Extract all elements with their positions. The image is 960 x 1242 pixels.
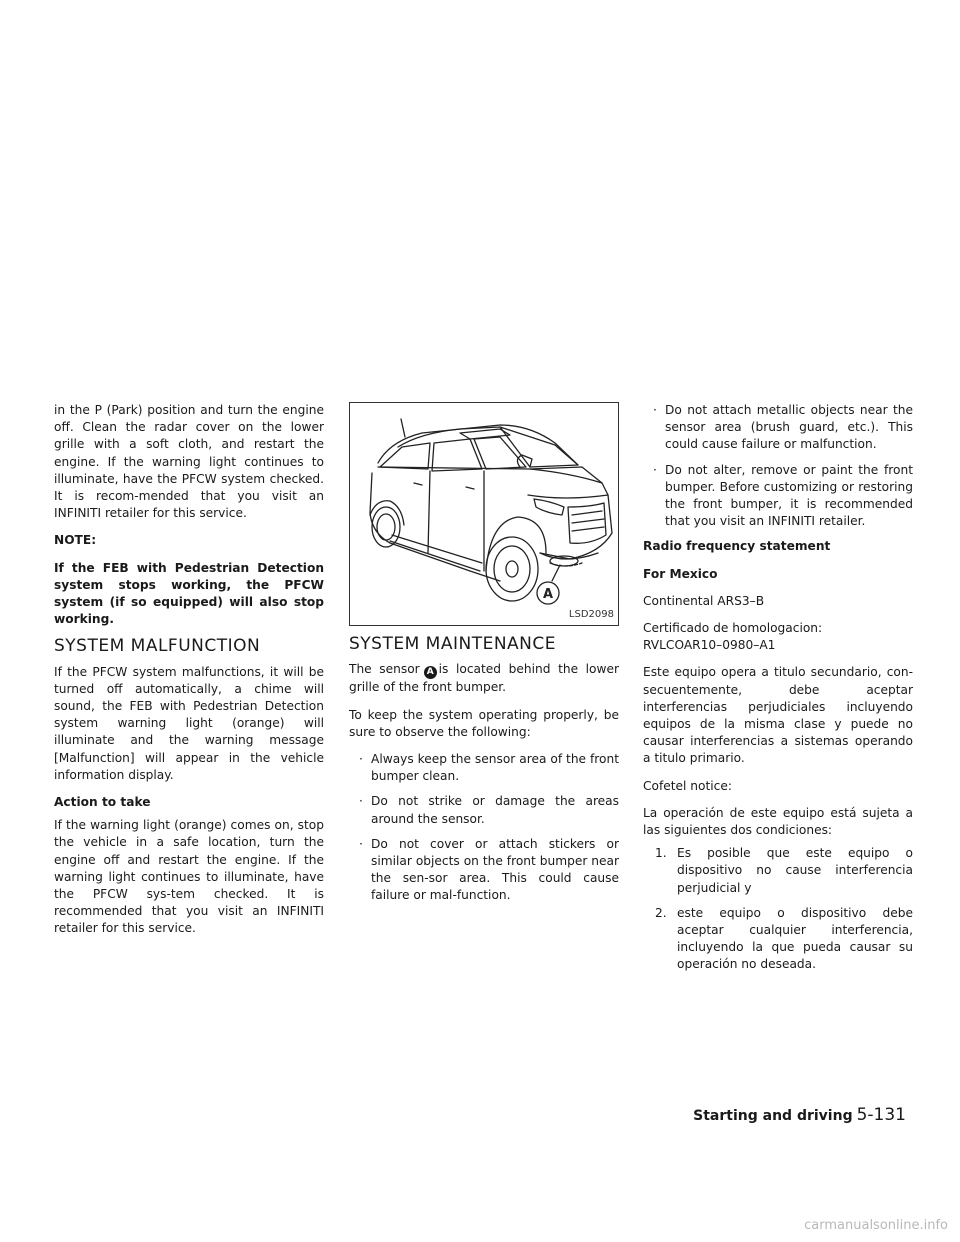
action-heading: Action to take	[54, 795, 151, 810]
maintenance-bullet-list	[349, 751, 619, 905]
cofetel-notice: Cofetel notice:	[643, 778, 732, 793]
list-item: · Do not strike or damage the areas around the sensor.	[359, 794, 619, 826]
continental-model: Continental ARS3–B	[643, 593, 765, 608]
sensor-marker-a: A	[424, 666, 437, 679]
observe-paragraph: To keep the system operating properly, be sure to observe the following:	[349, 707, 619, 739]
bullet-marker: ·	[653, 462, 657, 477]
right-column	[643, 402, 913, 982]
spanish-paragraph: Este equipo opera a titulo secundario, con-secuentemente, debe aceptar interferencias perjudiciales incluyendo equipos de la misma clase y puede no causar interferencias a sistemas operando a titulo primario.	[643, 665, 913, 766]
maintenance-bullet-list-continued	[643, 402, 913, 530]
figure-callout-a: A	[542, 587, 554, 602]
malfunction-text: If the PFCW system malfunctions, it will be turned off automatically, a chime will sound, the FEB with Pedestrian Detection system warning light (orange) will illuminate and the warning message [Malfunction] will appear in the vehicle information display.	[54, 664, 324, 782]
figure-code: LSD2098	[568, 608, 614, 620]
mexico-heading: For Mexico	[643, 566, 718, 581]
middle-column	[349, 402, 619, 913]
page-number: 5-131	[856, 1105, 906, 1125]
bullet-marker: ·	[359, 836, 363, 851]
note-text: If the FEB with Pedestrian Detection system stops working, the PFCW system (if so equipped) will also stop working.	[54, 560, 324, 627]
certificate: Certificado de homologacion: RVLCOAR10–0980–A1	[643, 621, 823, 653]
list-item: 1. Es posible que este equipo o dispositivo no cause interferencia perjudicial y	[655, 846, 913, 895]
maintenance-heading: SYSTEM MAINTENANCE	[349, 634, 556, 654]
bullet-marker: ·	[653, 403, 657, 417]
bullet-marker: ·	[359, 751, 363, 766]
bullet-marker: ·	[359, 794, 363, 809]
list-item: 2. este equipo o dispositivo debe aceptar cualquier interferencia, incluyendo la que pueda causar su operación no deseada.	[655, 905, 913, 972]
page-footer	[693, 1105, 906, 1125]
suv-illustration	[350, 403, 618, 625]
note-heading: NOTE:	[54, 533, 97, 548]
malfunction-heading: SYSTEM MALFUNCTION	[54, 636, 261, 657]
list-item: · Do not cover or attach stickers or similar objects on the front bumper near the sen-sor area. This could cause failure or mal-function.	[359, 836, 619, 903]
section-title: Starting and driving	[693, 1108, 853, 1124]
watermark: carmanualsonline.info	[804, 1218, 948, 1233]
radio-heading: Radio frequency statement	[643, 539, 831, 554]
left-column	[54, 402, 324, 948]
action-text: If the warning light (orange) comes on, stop the vehicle in a safe location, turn the engine off and restart the engine. If the warning light continues to illuminate, have the PFCW sys-tem checked. It is recommended that you visit an INFINITI retailer for this service.	[54, 818, 324, 936]
list-item: · Do not alter, remove or paint the front bumper. Before customizing or restoring the front bumper, it is recommended that you visit an INFINITI retailer.	[653, 462, 913, 529]
sensor-text-before: The sensor	[349, 662, 420, 677]
conditions-list	[643, 845, 913, 973]
list-item: · Always keep the sensor area of the front bumper clean.	[359, 751, 619, 784]
intro-paragraph: in the P (Park) position and turn the engine off. Clean the radar cover on the lower grille with a soft cloth, and restart the engine. If the warning light continues to illuminate, have the PFCW system checked. It is recom-mended that you visit an INFINITI retailer for this service.	[54, 403, 324, 521]
list-item: · Do not attach metallic objects near the sensor area (brush guard, etc.). This could cause failure or malfunction.	[653, 403, 913, 452]
conditions-intro: La operación de este equipo está sujeta a las siguientes dos condiciones:	[643, 805, 913, 838]
sensor-text-after: is located behind the lower grille of the front bumper.	[349, 662, 619, 695]
vehicle-figure	[349, 402, 619, 626]
sensor-paragraph	[349, 661, 619, 696]
